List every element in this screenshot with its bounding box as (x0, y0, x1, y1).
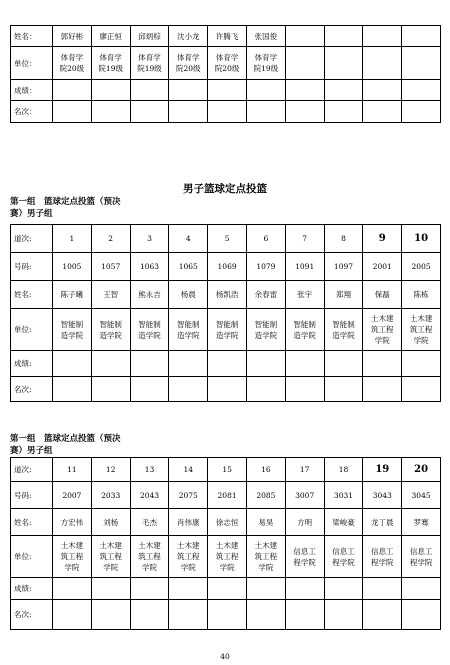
athlete-unit (53, 47, 92, 80)
unit-line: 造学院 (60, 330, 84, 340)
score-cell (402, 578, 441, 600)
score-cell (402, 351, 441, 377)
lane-number: 5 (208, 225, 247, 253)
score-cell (246, 578, 285, 600)
athlete-unit (363, 47, 402, 80)
score-cell (130, 80, 169, 101)
table-row (11, 309, 441, 351)
athlete-name (324, 26, 363, 47)
unit-line: 体育学 (177, 53, 200, 62)
unit-line: 造学院 (177, 330, 200, 340)
athlete-unit (53, 309, 92, 351)
score-cell (91, 80, 130, 101)
rank-cell (363, 101, 402, 123)
unit-line: 院19级 (253, 64, 279, 73)
athlete-unit (208, 47, 247, 80)
athlete-name: 余春雷 (246, 281, 285, 309)
rank-cell (363, 377, 402, 402)
unit-line: 程学院 (293, 557, 316, 567)
lane-number: 18 (324, 458, 363, 482)
bib-number: 1091 (285, 253, 324, 281)
athlete-unit (130, 536, 169, 578)
score-cell (130, 351, 169, 377)
unit-line: 土木建 (99, 541, 122, 550)
lane-number: 8 (324, 225, 363, 253)
athlete-name: 杨晨 (169, 281, 208, 309)
rank-cell (324, 600, 363, 630)
bib-number: 1097 (324, 253, 363, 281)
bib-number: 2043 (130, 482, 169, 509)
rank-cell (285, 377, 324, 402)
athlete-unit (402, 309, 441, 351)
unit-label: 单位: (11, 309, 53, 351)
athlete-unit (402, 47, 441, 80)
athlete-unit (363, 536, 402, 578)
score-cell (246, 351, 285, 377)
athlete-name: 方明 (285, 509, 324, 536)
lane-number: 19 (363, 458, 402, 482)
bib-number: 1069 (208, 253, 247, 281)
score-cell (324, 351, 363, 377)
table-row (11, 377, 441, 402)
score-cell (363, 351, 402, 377)
athlete-name (363, 26, 402, 47)
unit-line: 智能制 (99, 319, 122, 329)
unit-line: 造学院 (332, 330, 355, 340)
top-results-table (10, 25, 441, 123)
table-row (11, 281, 441, 309)
unit-line: 院20级 (59, 64, 85, 73)
athlete-unit (246, 47, 285, 80)
athlete-unit (363, 309, 402, 351)
score-cell (91, 351, 130, 377)
lane-number: 4 (169, 225, 208, 253)
athlete-name: 徐志恒 (208, 509, 247, 536)
score-label: 成绩: (11, 351, 53, 377)
table-row (11, 600, 441, 630)
athlete-name: 张宇 (285, 281, 324, 309)
rank-cell (53, 377, 92, 402)
table-row (11, 101, 441, 123)
score-cell (285, 578, 324, 600)
unit-line: 土木建 (60, 541, 84, 550)
rank-cell (130, 377, 169, 402)
bib-number: 2007 (53, 482, 92, 509)
bib-number: 3007 (285, 482, 324, 509)
unit-line: 智能制 (60, 319, 84, 329)
unit-label: 单位： (11, 47, 53, 80)
unit-line: 学院 (258, 563, 274, 572)
group-heading (10, 196, 210, 220)
rank-cell (246, 377, 285, 402)
unit-line: 造学院 (293, 330, 316, 340)
athlete-name: 张国俊 (246, 26, 285, 47)
unit-label: 单位: (11, 536, 53, 578)
unit-line: 筑工程 (409, 325, 433, 334)
bib-number: 1079 (246, 253, 285, 281)
name-label: 姓名： (11, 26, 53, 47)
unit-line: 信息工 (409, 546, 433, 556)
athlete-name: 易昊 (246, 509, 285, 536)
athlete-name: 陈子曦 (53, 281, 92, 309)
unit-line: 筑工程 (138, 552, 161, 561)
unit-line: 学院 (103, 563, 119, 572)
unit-line: 土木建 (138, 541, 161, 550)
rank-cell (91, 600, 130, 630)
athlete-name: 龙丁晨 (363, 509, 402, 536)
score-cell (285, 351, 324, 377)
athlete-name: 罗骞 (402, 509, 441, 536)
athlete-name: 沈小龙 (169, 26, 208, 47)
lane-number: 7 (285, 225, 324, 253)
table-row (11, 225, 441, 253)
athlete-name: 邱炳棕 (130, 26, 169, 47)
unit-line: 筑工程 (371, 325, 394, 334)
unit-line: 学院 (413, 336, 429, 345)
rank-cell (285, 600, 324, 630)
score-cell (324, 578, 363, 600)
score-cell (208, 80, 247, 101)
unit-line: 院19级 (137, 64, 162, 73)
athlete-unit (169, 536, 208, 578)
score-cell (53, 578, 92, 600)
rank-cell (324, 377, 363, 402)
athlete-unit (285, 47, 324, 80)
score-cell (169, 578, 208, 600)
athlete-unit (169, 47, 208, 80)
lane-number: 2 (91, 225, 130, 253)
unit-line: 学院 (141, 563, 157, 572)
athlete-name: 梁峻豪 (324, 509, 363, 536)
unit-line: 程学院 (332, 557, 355, 567)
lane-number: 1 (53, 225, 92, 253)
athlete-unit (169, 309, 208, 351)
unit-line: 智能制 (254, 319, 278, 329)
unit-line: 筑工程 (254, 552, 278, 561)
rank-cell (53, 101, 92, 123)
rank-label: 名次: (11, 600, 53, 630)
lane-number: 12 (91, 458, 130, 482)
unit-line: 智能制 (138, 319, 161, 329)
bib-number: 3043 (363, 482, 402, 509)
unit-line: 筑工程 (215, 552, 239, 561)
rank-cell (208, 377, 247, 402)
table-row (11, 482, 441, 509)
score-cell (208, 578, 247, 600)
group-heading (10, 433, 210, 457)
rank-cell (169, 377, 208, 402)
score-cell (246, 80, 285, 101)
page-number: 40 (220, 652, 230, 661)
section-title: 男子篮球定点投篮 (183, 183, 267, 195)
bib-number: 2033 (91, 482, 130, 509)
rank-cell (91, 377, 130, 402)
unit-line: 体育学 (60, 53, 84, 62)
group-heading-line: 赛）男子组 (10, 446, 53, 456)
unit-line: 信息工 (371, 546, 394, 556)
rank-cell (53, 600, 92, 630)
unit-line: 智能制 (332, 319, 355, 329)
table-row (11, 509, 441, 536)
rank-cell (324, 101, 363, 123)
unit-line: 筑工程 (60, 552, 84, 561)
lane-number: 13 (130, 458, 169, 482)
unit-line: 院20级 (176, 64, 201, 73)
score-cell (169, 351, 208, 377)
unit-line: 程学院 (409, 557, 433, 567)
athlete-name: 陈栋 (402, 281, 441, 309)
table-row (11, 351, 441, 377)
group-heading-line: 赛）男子组 (10, 209, 53, 219)
unit-line: 筑工程 (99, 552, 122, 561)
athlete-name: 保磊 (363, 281, 402, 309)
athlete-unit (285, 536, 324, 578)
athlete-name: 廖正恒 (91, 26, 130, 47)
unit-line: 智能制 (177, 319, 200, 329)
unit-line: 体育学 (215, 53, 239, 62)
score-cell (53, 80, 92, 101)
group2-table (10, 457, 441, 630)
unit-line: 学院 (180, 563, 196, 572)
athlete-unit (91, 309, 130, 351)
unit-line: 土木建 (177, 541, 200, 550)
rank-cell (402, 101, 441, 123)
bib-number: 3031 (324, 482, 363, 509)
lane-number: 14 (169, 458, 208, 482)
table-row (11, 253, 441, 281)
table-row (11, 578, 441, 600)
athlete-unit (208, 536, 247, 578)
unit-line: 学院 (219, 563, 235, 572)
table-row (11, 458, 441, 482)
score-cell (285, 80, 324, 101)
unit-line: 信息工 (293, 546, 316, 556)
athlete-unit (91, 47, 130, 80)
table-row (11, 47, 441, 80)
athlete-name: 刘杨 (91, 509, 130, 536)
lane-number: 10 (402, 225, 441, 253)
rank-cell (208, 600, 247, 630)
lane-label: 道次: (11, 225, 53, 253)
athlete-name: 熊永吉 (130, 281, 169, 309)
rank-cell (169, 101, 208, 123)
rank-cell (130, 600, 169, 630)
lane-number: 6 (246, 225, 285, 253)
athlete-name: 郭好彬 (53, 26, 92, 47)
unit-line: 筑工程 (177, 552, 200, 561)
score-cell (208, 351, 247, 377)
bib-number: 2085 (246, 482, 285, 509)
number-label: 号码: (11, 253, 53, 281)
score-cell (130, 578, 169, 600)
athlete-name: 许腾飞 (208, 26, 247, 47)
rank-cell (246, 600, 285, 630)
unit-line: 智能制 (215, 319, 239, 329)
bib-number: 2081 (208, 482, 247, 509)
rank-cell (402, 600, 441, 630)
athlete-unit (208, 309, 247, 351)
unit-line: 造学院 (99, 330, 122, 340)
athlete-name: 郑翔 (324, 281, 363, 309)
group-heading-line: 第一组 篮球定点投篮（预决 (10, 197, 121, 207)
rank-cell (402, 377, 441, 402)
unit-line: 学院 (64, 563, 80, 572)
unit-line: 造学院 (138, 330, 161, 340)
score-label: 成绩: (11, 578, 53, 600)
athlete-unit (246, 536, 285, 578)
lane-number: 11 (53, 458, 92, 482)
unit-line: 程学院 (371, 557, 394, 567)
unit-line: 造学院 (215, 330, 239, 340)
athlete-name: 肖伟康 (169, 509, 208, 536)
unit-line: 体育学 (254, 53, 278, 62)
athlete-name: 王智 (91, 281, 130, 309)
name-label: 姓名: (11, 509, 53, 536)
athlete-unit (402, 536, 441, 578)
table-row (11, 536, 441, 578)
score-cell (363, 578, 402, 600)
unit-line: 土木建 (409, 314, 433, 323)
score-cell (363, 80, 402, 101)
lane-number: 15 (208, 458, 247, 482)
athlete-unit (324, 536, 363, 578)
unit-line: 信息工 (332, 546, 355, 556)
athlete-unit (91, 536, 130, 578)
lane-number: 9 (363, 225, 402, 253)
score-cell (402, 80, 441, 101)
number-label: 号码: (11, 482, 53, 509)
name-label: 姓名: (11, 281, 53, 309)
athlete-unit (130, 309, 169, 351)
table-row (11, 80, 441, 101)
score-cell (91, 578, 130, 600)
bib-number: 1063 (130, 253, 169, 281)
unit-line: 院20级 (214, 64, 240, 73)
lane-number: 20 (402, 458, 441, 482)
unit-line: 学院 (374, 336, 390, 345)
rank-label: 名次: (11, 377, 53, 402)
rank-cell (169, 600, 208, 630)
athlete-name: 方宏伟 (53, 509, 92, 536)
rank-cell (91, 101, 130, 123)
unit-line: 土木建 (215, 541, 239, 550)
athlete-name: 杨凯浩 (208, 281, 247, 309)
bib-number: 3045 (402, 482, 441, 509)
athlete-unit (246, 309, 285, 351)
unit-line: 土木建 (371, 314, 394, 323)
bib-number: 2005 (402, 253, 441, 281)
athlete-name (402, 26, 441, 47)
lane-number: 16 (246, 458, 285, 482)
rank-cell (363, 600, 402, 630)
rank-cell (285, 101, 324, 123)
rank-cell (246, 101, 285, 123)
unit-line: 土木建 (254, 541, 278, 550)
bib-number: 1065 (169, 253, 208, 281)
athlete-unit (324, 309, 363, 351)
bib-number: 2075 (169, 482, 208, 509)
score-cell (324, 80, 363, 101)
rank-cell (130, 101, 169, 123)
athlete-unit (285, 309, 324, 351)
lane-number: 3 (130, 225, 169, 253)
athlete-unit (53, 536, 92, 578)
score-label: 成绩： (11, 80, 53, 101)
score-cell (53, 351, 92, 377)
athlete-name: 毛杰 (130, 509, 169, 536)
unit-line: 智能制 (293, 319, 316, 329)
rank-cell (208, 101, 247, 123)
rank-label: 名次： (11, 101, 53, 123)
bib-number: 1057 (91, 253, 130, 281)
athlete-unit (130, 47, 169, 80)
group1-table (10, 224, 441, 402)
score-cell (169, 80, 208, 101)
group-heading-line: 第一组 篮球定点投篮（预决 (10, 434, 121, 444)
unit-line: 院19级 (98, 64, 123, 73)
table-row (11, 26, 441, 47)
athlete-unit (324, 47, 363, 80)
lane-label: 道次: (11, 458, 53, 482)
unit-line: 造学院 (254, 330, 278, 340)
lane-number: 17 (285, 458, 324, 482)
athlete-name (285, 26, 324, 47)
unit-line: 体育学 (99, 53, 122, 62)
bib-number: 2001 (363, 253, 402, 281)
unit-line: 体育学 (138, 53, 161, 62)
bib-number: 1005 (53, 253, 92, 281)
